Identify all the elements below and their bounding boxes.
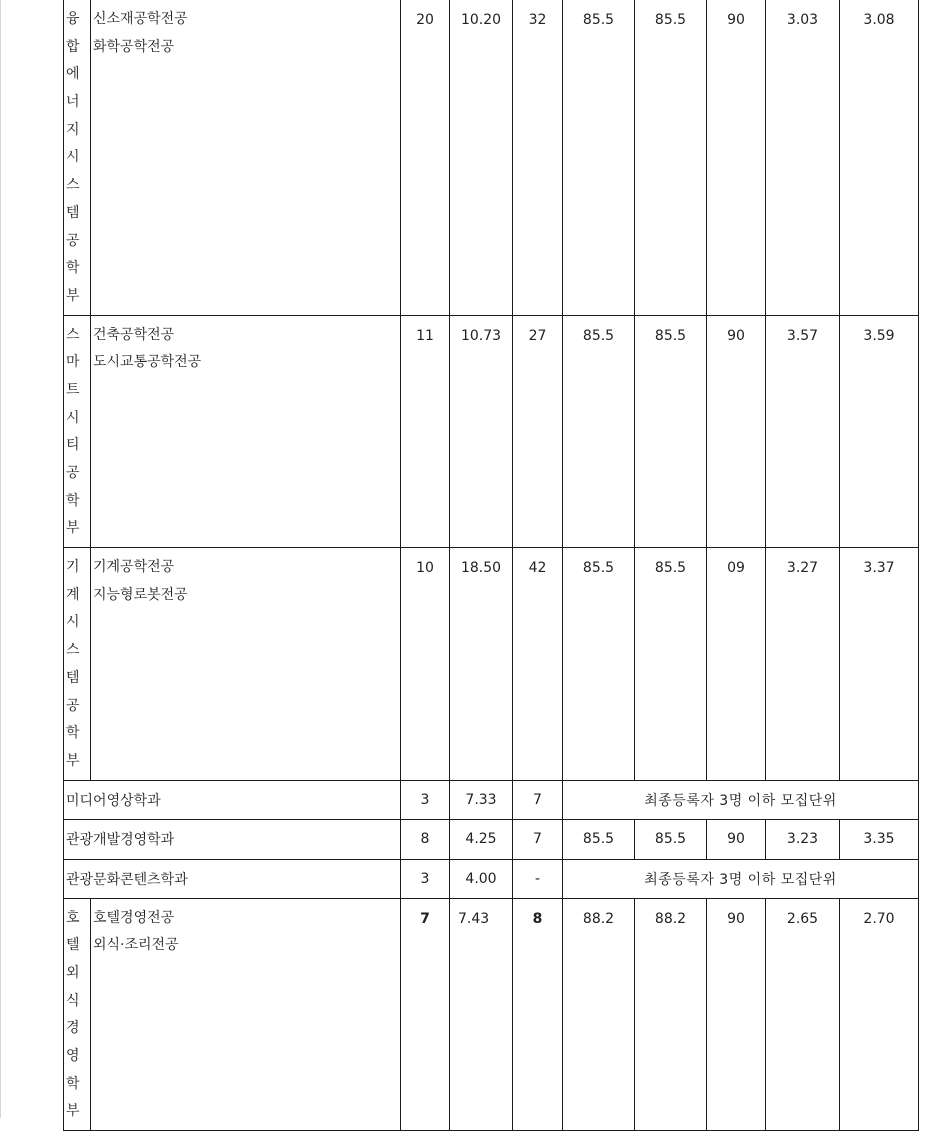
value-cell: 3.37	[840, 548, 919, 781]
table-row	[64, 819, 919, 859]
major-name: 신소재공학전공	[93, 11, 188, 27]
table-row	[64, 780, 919, 819]
value-cell: 85.5	[563, 0, 635, 315]
value-cell: -	[513, 859, 563, 898]
table-row	[64, 548, 919, 781]
department-name: 미디어영상학과	[64, 780, 401, 819]
value-cell: 18.50	[450, 548, 513, 781]
major-name: 화학공학전공	[93, 38, 175, 55]
notice-cell: 최종등록자 3명 이하 모집단위	[563, 859, 919, 898]
group-name-cell	[64, 0, 91, 315]
value-cell: 20	[401, 0, 450, 315]
table-row	[64, 0, 919, 315]
value-cell: 90	[707, 0, 766, 315]
table-row	[64, 898, 919, 1131]
value-cell: 7.43	[450, 898, 513, 1131]
value-cell: 3.27	[766, 548, 840, 781]
major-name: 지능형로봇전공	[93, 586, 188, 603]
value-cell: 3.57	[766, 315, 840, 548]
table-row	[64, 315, 919, 548]
group-name-cell	[64, 315, 91, 548]
value-cell: 7	[401, 898, 450, 1131]
value-cell: 85.5	[635, 548, 707, 781]
value-cell: 4.25	[450, 819, 513, 859]
majors-cell	[91, 0, 401, 315]
value-cell: 3.03	[766, 0, 840, 315]
value-cell: 10.73	[450, 315, 513, 548]
majors-cell	[91, 315, 401, 548]
group-name-cell	[64, 548, 91, 781]
major-name: 기계공학전공	[93, 559, 175, 576]
major-name: 도시교통공학전공	[93, 354, 202, 371]
group-name-vertical: 기 계 시 스 템 공 학 부	[66, 559, 80, 769]
page-left-border	[0, 0, 1, 1118]
group-name-vertical: 융 합 에 너 지 시 스 템 공 학 부	[66, 11, 80, 304]
value-cell: 85.5	[635, 0, 707, 315]
value-cell: 8	[513, 898, 563, 1131]
major-name: 호텔경영전공	[93, 909, 175, 926]
value-cell: 7.33	[450, 780, 513, 819]
value-cell: 3.23	[766, 819, 840, 859]
value-cell: 32	[513, 0, 563, 315]
value-cell: 27	[513, 315, 563, 548]
value-cell: 3	[401, 859, 450, 898]
majors-cell	[91, 548, 401, 781]
value-cell: 7	[513, 819, 563, 859]
value-cell: 4.00	[450, 859, 513, 898]
value-cell: 10	[401, 548, 450, 781]
value-cell: 09	[707, 548, 766, 781]
value-cell: 85.5	[563, 819, 635, 859]
value-cell: 90	[707, 819, 766, 859]
value-cell: 8	[401, 819, 450, 859]
value-cell: 42	[513, 548, 563, 781]
value-cell: 3.35	[840, 819, 919, 859]
value-cell: 85.5	[635, 819, 707, 859]
group-name-vertical: 스 마 트 시 티 공 학 부	[66, 326, 80, 537]
value-cell: 3.59	[840, 315, 919, 548]
value-cell: 2.70	[840, 898, 919, 1131]
value-cell: 85.5	[563, 548, 635, 781]
majors-cell	[91, 898, 401, 1131]
major-name: 외식·조리전공	[93, 937, 179, 954]
table-row	[64, 859, 919, 898]
group-name-cell	[64, 898, 91, 1131]
value-cell: 88.2	[635, 898, 707, 1131]
value-cell: 10.20	[450, 0, 513, 315]
value-cell: 85.5	[563, 315, 635, 548]
major-name: 건축공학전공	[93, 326, 175, 343]
notice-cell: 최종등록자 3명 이하 모집단위	[563, 780, 919, 819]
department-name: 관광문화콘텐츠학과	[64, 859, 401, 898]
value-cell: 2.65	[766, 898, 840, 1131]
value-cell: 90	[707, 315, 766, 548]
value-cell: 88.2	[563, 898, 635, 1131]
department-name: 관광개발경영학과	[64, 819, 401, 859]
value-cell: 90	[707, 898, 766, 1131]
value-cell: 85.5	[635, 315, 707, 548]
value-cell: 3.08	[840, 0, 919, 315]
group-name-vertical: 호 텔 외 식 경 영 학 부	[66, 909, 80, 1120]
admission-results-table	[63, 0, 919, 1131]
value-cell: 7	[513, 780, 563, 819]
value-cell: 3	[401, 780, 450, 819]
value-cell: 11	[401, 315, 450, 548]
